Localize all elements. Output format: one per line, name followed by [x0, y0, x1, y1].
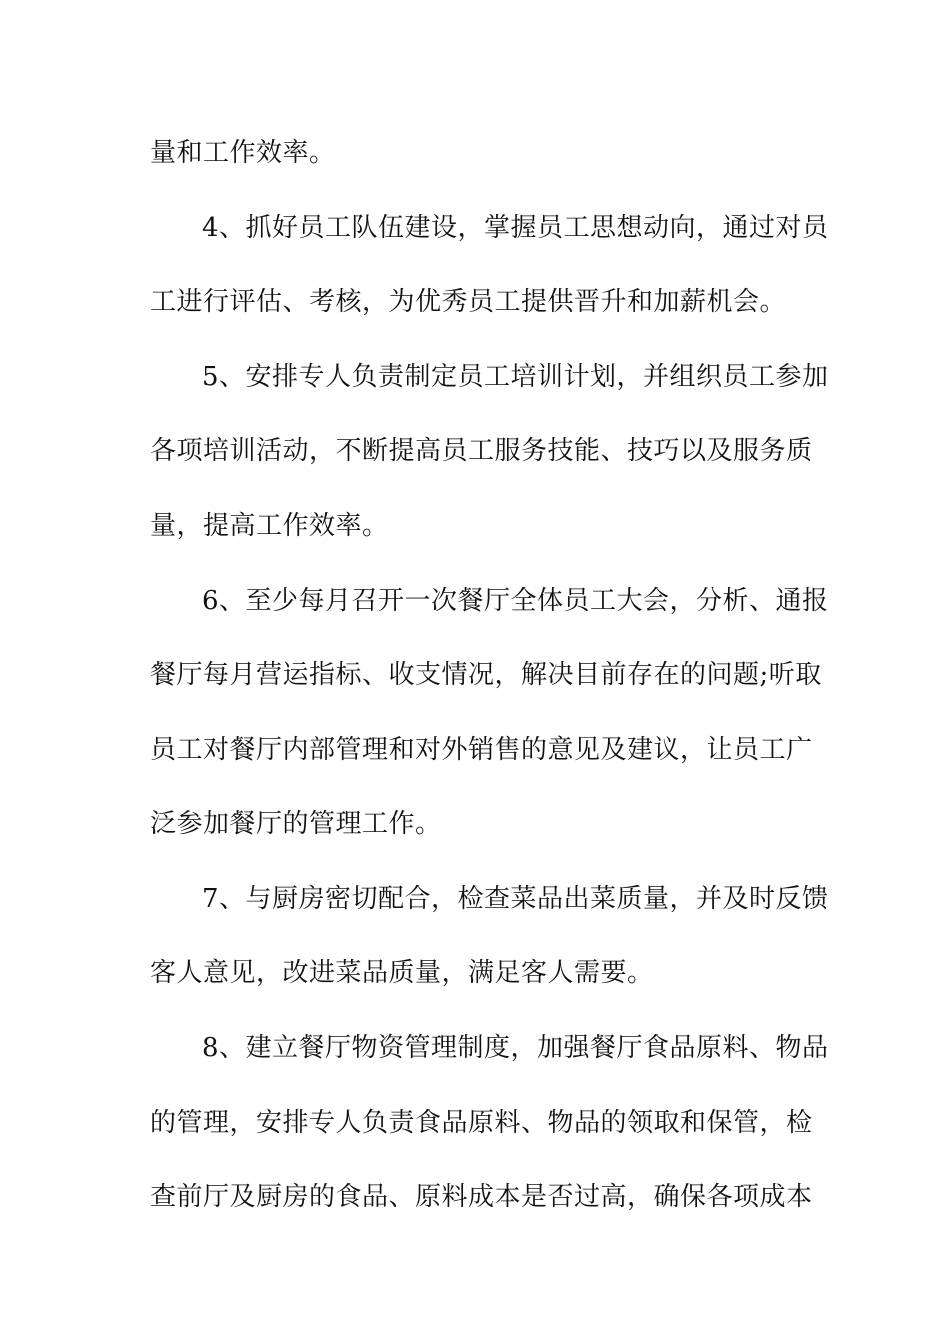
text-line: 量和工作效率。 [150, 138, 336, 168]
text-line: 餐厅每月营运指标、收支情况，解决目前存在的问题;听取 [150, 660, 822, 690]
text-line: 员工对餐厅内部管理和对外销售的意见及建议，让员工广 [150, 735, 813, 765]
text-line: 各项培训活动，不断提高员工服务技能、技巧以及服务质 [150, 436, 813, 466]
text-line: 泛参加餐厅的管理工作。 [150, 809, 442, 839]
text-line: 8、建立餐厅物资管理制度，加强餐厅食品原料、物品 [202, 1033, 829, 1063]
text-line: 查前厅及厨房的食品、原料成本是否过高，确保各项成本 [150, 1182, 813, 1212]
text-line: 7、与厨房密切配合，检查菜品出菜质量，并及时反馈 [202, 884, 829, 914]
text-line: 客人意见，改进菜品质量，满足客人需要。 [150, 958, 654, 988]
text-line: 6、至少每月召开一次餐厅全体员工大会，分析、通报 [202, 586, 829, 616]
text-line: 5、安排专人负责制定员工培训计划，并组织员工参加 [202, 362, 829, 392]
text-line: 4、抓好员工队伍建设，掌握员工思想动向，通过对员 [202, 213, 829, 243]
text-line: 量，提高工作效率。 [150, 511, 389, 541]
text-line: 的管理，安排专人负责食品原料、物品的领取和保管，检 [150, 1108, 813, 1138]
text-line: 工进行评估、考核，为优秀员工提供晋升和加薪机会。 [150, 287, 787, 317]
